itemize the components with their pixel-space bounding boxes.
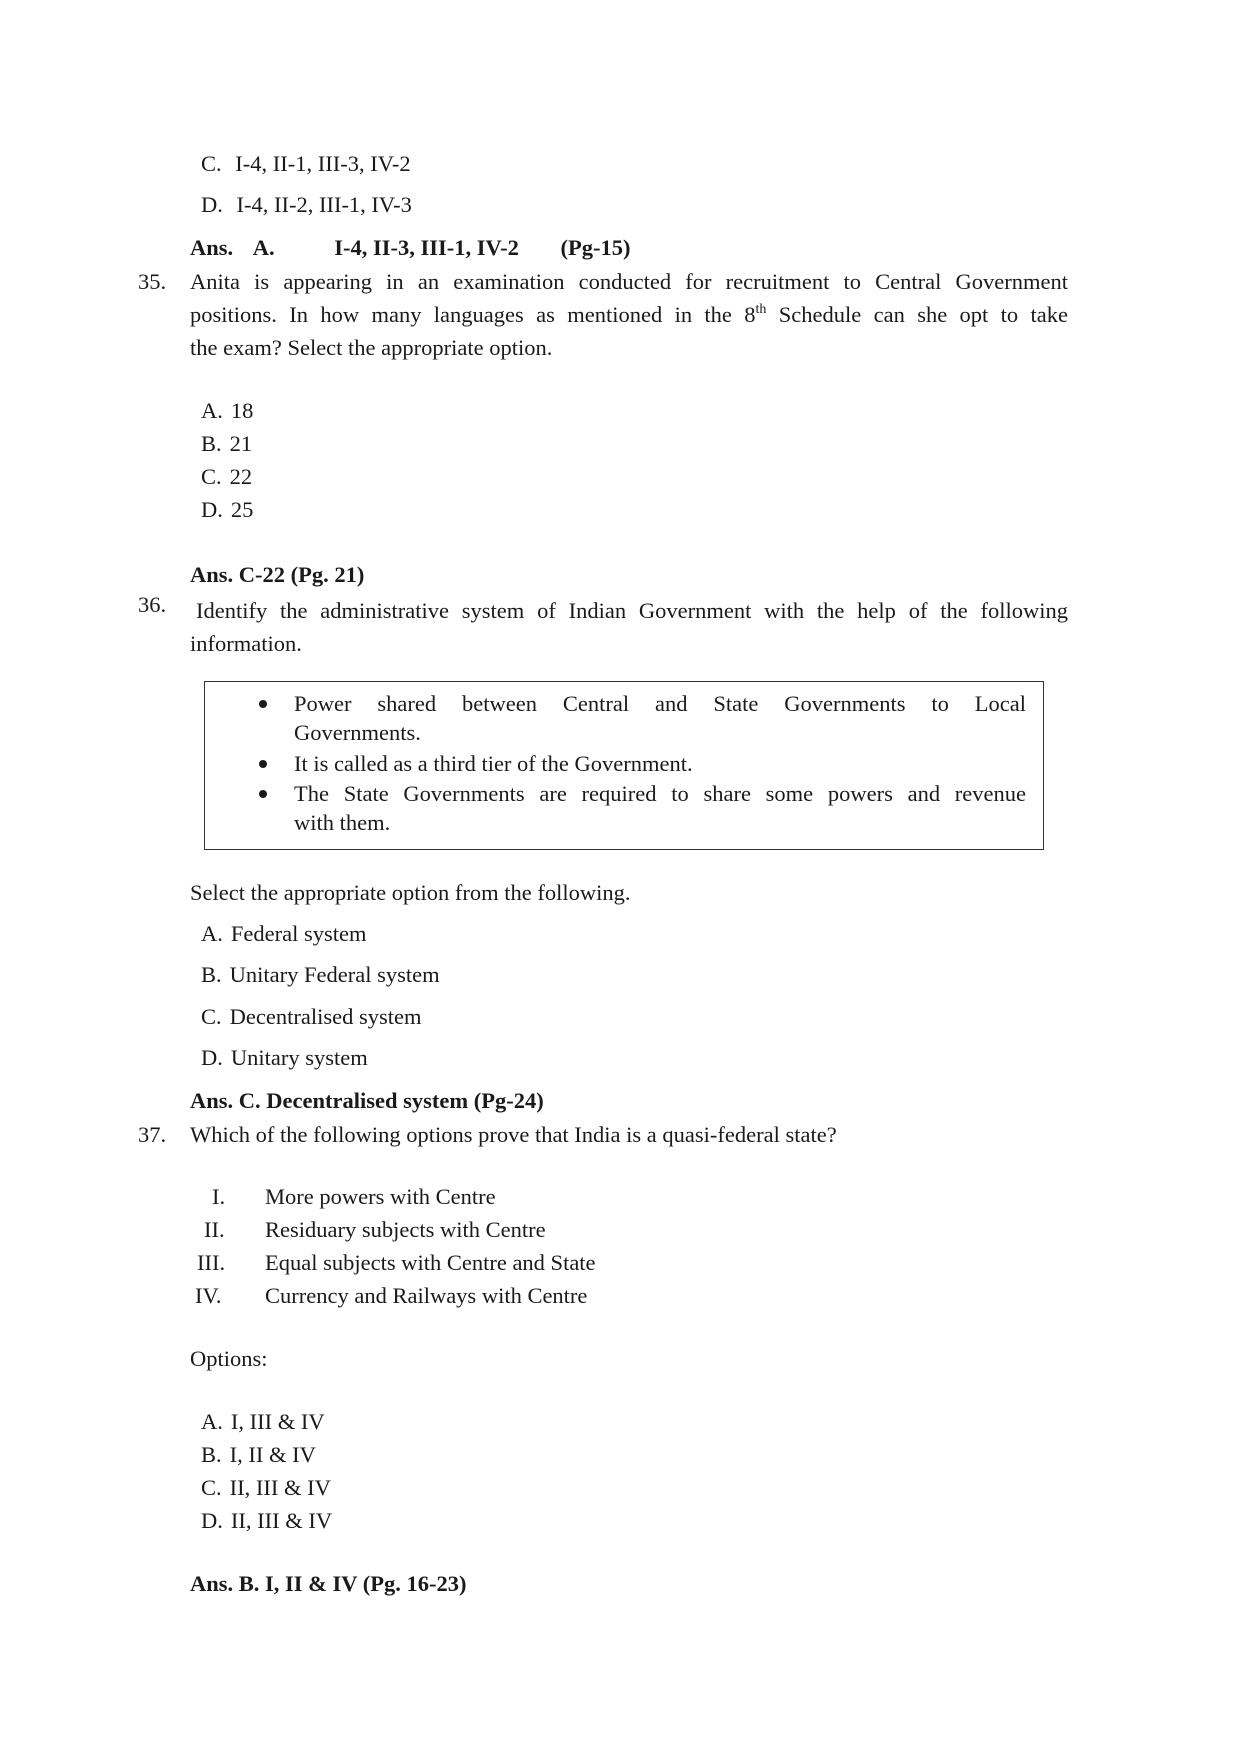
option-letter: A. — [201, 921, 223, 946]
option-d — [201, 499, 253, 522]
option-text: 18 — [230, 398, 254, 423]
option-c — [201, 1006, 421, 1029]
option-text: Federal system — [230, 921, 367, 946]
option-b — [201, 1444, 316, 1467]
option-text: Unitary Federal system — [229, 962, 440, 987]
box-text: The State Governments are required to share some powers and revenue — [294, 781, 1026, 806]
option-text: Unitary system — [230, 1045, 368, 1070]
option-letter: C. — [201, 464, 222, 489]
statement-num: II. — [204, 1217, 225, 1242]
question-text: Anita is appearing in an examination conducted for recruitment to Central Government — [190, 269, 1068, 294]
question-text-part: positions. In how many languages as mentioned in the 8 — [190, 302, 756, 327]
option-text: II, III & IV — [229, 1475, 331, 1500]
option-text: I, II & IV — [229, 1442, 316, 1467]
question-text — [190, 304, 1068, 327]
option-text: 22 — [229, 464, 253, 489]
question-text-part: Schedule can she opt to take — [766, 302, 1068, 327]
answer-page: (Pg-15) — [560, 235, 631, 260]
superscript: th — [755, 302, 767, 317]
option-letter: C. — [201, 151, 222, 176]
question-text: Which of the following options prove that India is a quasi-federal state? — [190, 1122, 837, 1147]
option-letter: B. — [201, 962, 222, 987]
question-text: Identify the administrative system of Indian Government with the help of the following — [196, 598, 1068, 623]
option-b — [201, 433, 252, 456]
option-letter: B. — [201, 1442, 222, 1467]
statement-text: Residuary subjects with Centre — [265, 1217, 546, 1242]
option-letter: A. — [201, 398, 223, 423]
statement-num: I. — [212, 1184, 226, 1209]
option-text: I, III & IV — [230, 1409, 325, 1434]
option-d — [201, 1047, 368, 1070]
option-a — [201, 923, 366, 946]
option-text: 21 — [229, 431, 253, 456]
box-text: Power shared between Central and State Governments to Local — [294, 691, 1026, 716]
option-letter: D. — [201, 1508, 223, 1533]
option-d — [201, 194, 412, 217]
option-text: Decentralised system — [229, 1004, 422, 1029]
answer-letter: A. — [252, 235, 275, 260]
option-letter: A. — [201, 1409, 223, 1434]
answer-value: I-4, II-3, III-1, IV-2 — [334, 235, 519, 260]
box-text: It is called as a third tier of the Government. — [294, 751, 693, 776]
option-letter: C. — [201, 1475, 222, 1500]
option-letter: D. — [201, 497, 223, 522]
option-text: 25 — [230, 497, 254, 522]
option-c — [201, 153, 411, 176]
question-text: information. — [190, 631, 302, 656]
question-number: 36. — [138, 592, 167, 617]
statement-num: IV. — [195, 1283, 222, 1308]
question-text: the exam? Select the appropriate option. — [190, 335, 553, 360]
option-d — [201, 1510, 332, 1533]
answer-37: Ans. B. I, II & IV (Pg. 16-23) — [190, 1571, 467, 1596]
option-c — [201, 1477, 331, 1500]
option-letter: C. — [201, 1004, 222, 1029]
answer-35: Ans. C-22 (Pg. 21) — [190, 562, 365, 587]
option-c — [201, 466, 252, 489]
bullet — [259, 790, 267, 798]
options-label: Options: — [190, 1346, 268, 1371]
option-letter: B. — [201, 431, 222, 456]
option-text: I-4, II-1, III-3, IV-2 — [235, 151, 411, 176]
bullet — [259, 700, 267, 708]
answer-prefix: Ans. — [190, 235, 234, 260]
question-number: 37. — [138, 1122, 167, 1147]
statement-text: Equal subjects with Centre and State — [265, 1250, 596, 1275]
question-number: 35. — [138, 269, 167, 294]
statement-num: III. — [197, 1250, 226, 1275]
box-text: with them. — [294, 810, 391, 835]
option-letter: D. — [201, 192, 223, 217]
option-text: I-4, II-2, III-1, IV-3 — [236, 192, 412, 217]
box-text: Governments. — [294, 720, 421, 745]
statement-text: Currency and Railways with Centre — [265, 1283, 588, 1308]
answer-36: Ans. C. Decentralised system (Pg-24) — [190, 1088, 544, 1113]
option-b — [201, 964, 440, 987]
option-a — [201, 1411, 325, 1434]
option-a — [201, 400, 253, 423]
option-text: II, III & IV — [230, 1508, 333, 1533]
statement-text: More powers with Centre — [265, 1184, 496, 1209]
answer-prev — [190, 237, 630, 260]
question-prompt: Select the appropriate option from the following. — [190, 880, 631, 905]
bullet — [259, 760, 267, 768]
option-letter: D. — [201, 1045, 223, 1070]
